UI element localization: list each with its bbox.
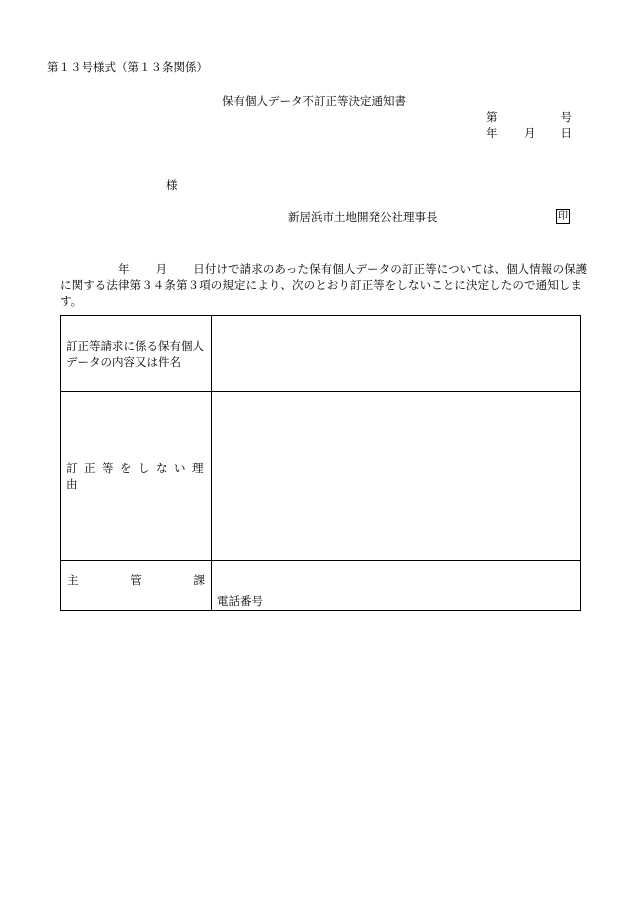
department-label-cell <box>61 561 212 611</box>
date-year: 年 <box>486 126 498 140</box>
request-subject-label-cell <box>61 316 212 392</box>
details-table <box>60 315 581 611</box>
document-title: 保有個人データ不訂正等決定通知書 <box>222 94 406 108</box>
request-subject-value-cell[interactable] <box>212 316 581 392</box>
date-day: 日 <box>560 126 572 140</box>
reason-value-cell[interactable] <box>212 392 581 561</box>
reason-label-cell <box>61 392 212 561</box>
notice-body <box>60 261 590 309</box>
body-text: 日付けで請求のあった保有個人データの訂正等については、個人情報の保護に関する法律第３４条第３項の規定により、次のとおり訂正等をしないことに決定したので通知します。 <box>60 262 588 308</box>
date-month: 月 <box>524 126 536 140</box>
body-year: 年 <box>118 262 130 276</box>
table-row <box>61 316 581 392</box>
department-value-cell[interactable] <box>212 561 581 611</box>
number-prefix: 第 <box>486 110 498 124</box>
addressee-honorific: 様 <box>166 178 178 192</box>
body-month: 月 <box>155 262 168 276</box>
table-row <box>61 392 581 561</box>
request-subject-label: 訂正等請求に係る保有個人 データの内容又は件名 <box>66 338 204 369</box>
department-label: 主 管 課 <box>67 572 205 587</box>
issuer-name: 新居浜市土地開発公社理事長 <box>288 210 438 224</box>
phone-number-label: 電話番号 <box>217 594 263 608</box>
seal-mark: 印 <box>558 211 568 222</box>
reason-label: 訂正等をしない理由 <box>66 461 210 491</box>
number-suffix: 号 <box>560 110 572 124</box>
form-number: 第１３号様式（第１３条関係） <box>47 60 208 74</box>
table-row <box>61 561 581 611</box>
